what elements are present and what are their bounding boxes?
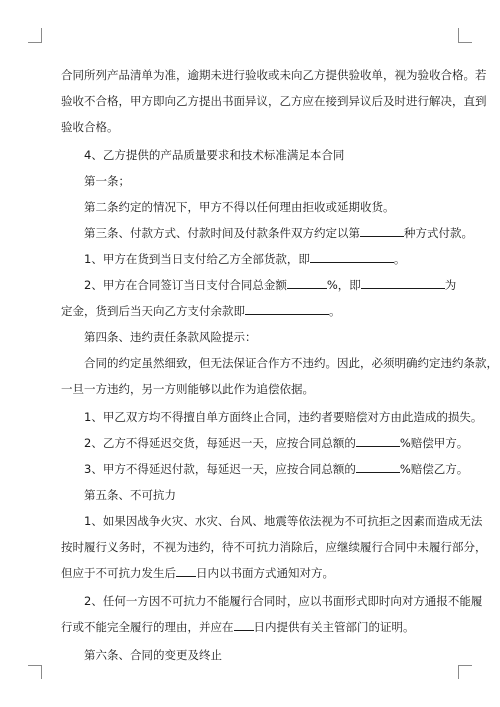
paragraph-acceptance	[61, 67, 487, 135]
fill-blank-delivery-penalty[interactable]	[356, 435, 400, 447]
text-segment: 第三条、付款方式、付款时间及付款条件双方约定以第	[84, 226, 360, 240]
payment-clause-2	[61, 277, 456, 293]
text-segment: %，即	[326, 278, 361, 292]
text-segment: 2、乙方不得延迟交货，每延迟一天，应按合同总额的	[84, 436, 356, 450]
crop-mark-top-right	[458, 42, 472, 43]
fill-blank-proof-days[interactable]	[234, 619, 254, 631]
text-line: 按时履行义务时，不视为违约，待不可抗力消除后，应继续履行合同中未履行部分，	[61, 540, 487, 554]
article-1-heading: 第一条；	[84, 174, 130, 188]
force-majeure-clause-1	[61, 513, 487, 581]
fill-blank-notice-days[interactable]	[176, 565, 196, 577]
article-6-heading: 第六条、合同的变更及终止	[84, 648, 222, 662]
text-segment: 。	[393, 252, 406, 266]
fill-blank-deposit-amount[interactable]	[361, 277, 445, 289]
article-3-heading	[61, 225, 473, 241]
fill-blank-deposit-percent[interactable]	[287, 277, 327, 289]
crop-mark-top-left	[28, 42, 42, 43]
text-line: 合同所列产品清单为准，逾期未进行验收或未向乙方提供验收单，视为验收合格。若	[61, 68, 487, 82]
text-segment: 1、甲方在货到当日支付给乙方全部货款，即	[84, 252, 310, 266]
fill-blank-payment-method[interactable]	[360, 225, 404, 237]
paragraph-risk-note	[61, 355, 498, 397]
text-segment: 3、甲方不得延迟付款，每延迟一天，应按合同总额的	[84, 462, 356, 476]
text-line: 验收不合格，甲方即向乙方提出书面异议，乙方应在接到异议后及时进行解决，直到	[61, 94, 487, 108]
article-2-heading: 第二条约定的情况下，甲方不得以任何理由拒收或延期收货。	[84, 200, 395, 214]
text-segment: 。	[329, 304, 341, 318]
article-4-heading: 第四条、违约责任条款风险提示：	[84, 330, 257, 344]
text-segment: 定金，货到后当天向乙方支付余款即	[61, 304, 245, 318]
force-majeure-clause-2	[61, 593, 482, 635]
text-segment: 但应于不可抗力发生后	[61, 566, 176, 580]
article-5-heading: 第五条、不可抗力	[84, 488, 176, 502]
text-line: 验收合格。	[61, 120, 119, 134]
text-segment: 日内提供有关主管部门的证明。	[253, 620, 415, 634]
text-line: 一旦一方违约，另一方则能够以此作为追偿依据。	[61, 382, 314, 396]
payment-clause-2-cont	[61, 303, 341, 319]
breach-clause-2	[61, 435, 468, 451]
fill-blank-payment-penalty[interactable]	[356, 461, 400, 473]
breach-clause-3	[61, 461, 468, 477]
crop-mark-bottom-left	[41, 665, 42, 679]
text-line: 2、任何一方因不可抗力不能履行合同时，应以书面形式即时向对方通报不能履	[84, 594, 483, 608]
text-line	[61, 619, 482, 635]
text-segment: 日内以书面方式通知对方。	[196, 566, 334, 580]
text-line: 合同的约定虽然细致，但无法保证合作方不违约。因此，必须明确约定违约条款，	[84, 356, 498, 370]
text-segment: 2、甲方在合同签订当日支付合同总金额	[84, 278, 287, 292]
crop-mark-top-right	[458, 28, 459, 42]
text-segment: %赔偿甲方。	[399, 436, 469, 450]
payment-clause-1	[61, 251, 405, 267]
breach-clause-1: 1、甲乙双方均不得擅自单方面终止合同，违约者要赔偿对方由此造成的损失。	[84, 410, 483, 424]
crop-mark-bottom-right	[458, 665, 472, 666]
crop-mark-bottom-right	[458, 665, 459, 679]
fill-blank-balance[interactable]	[245, 303, 329, 315]
text-segment: 行或不能完全履行的理由，并应在	[61, 620, 234, 634]
text-segment: 种方式付款。	[404, 226, 473, 240]
text-segment: 为	[444, 278, 457, 292]
crop-mark-bottom-left	[28, 665, 42, 666]
paragraph-quality: 4、乙方提供的产品质量要求和技术标准满足本合同	[84, 148, 345, 162]
text-segment: %赔偿乙方。	[399, 462, 469, 476]
text-line	[61, 565, 487, 581]
fill-blank-full-amount[interactable]	[310, 251, 394, 263]
crop-mark-top-left	[41, 28, 42, 42]
text-line: 1、如果因战争火灾、水灾、台风、地震等依法视为不可抗拒之因素而造成无法	[84, 514, 483, 528]
